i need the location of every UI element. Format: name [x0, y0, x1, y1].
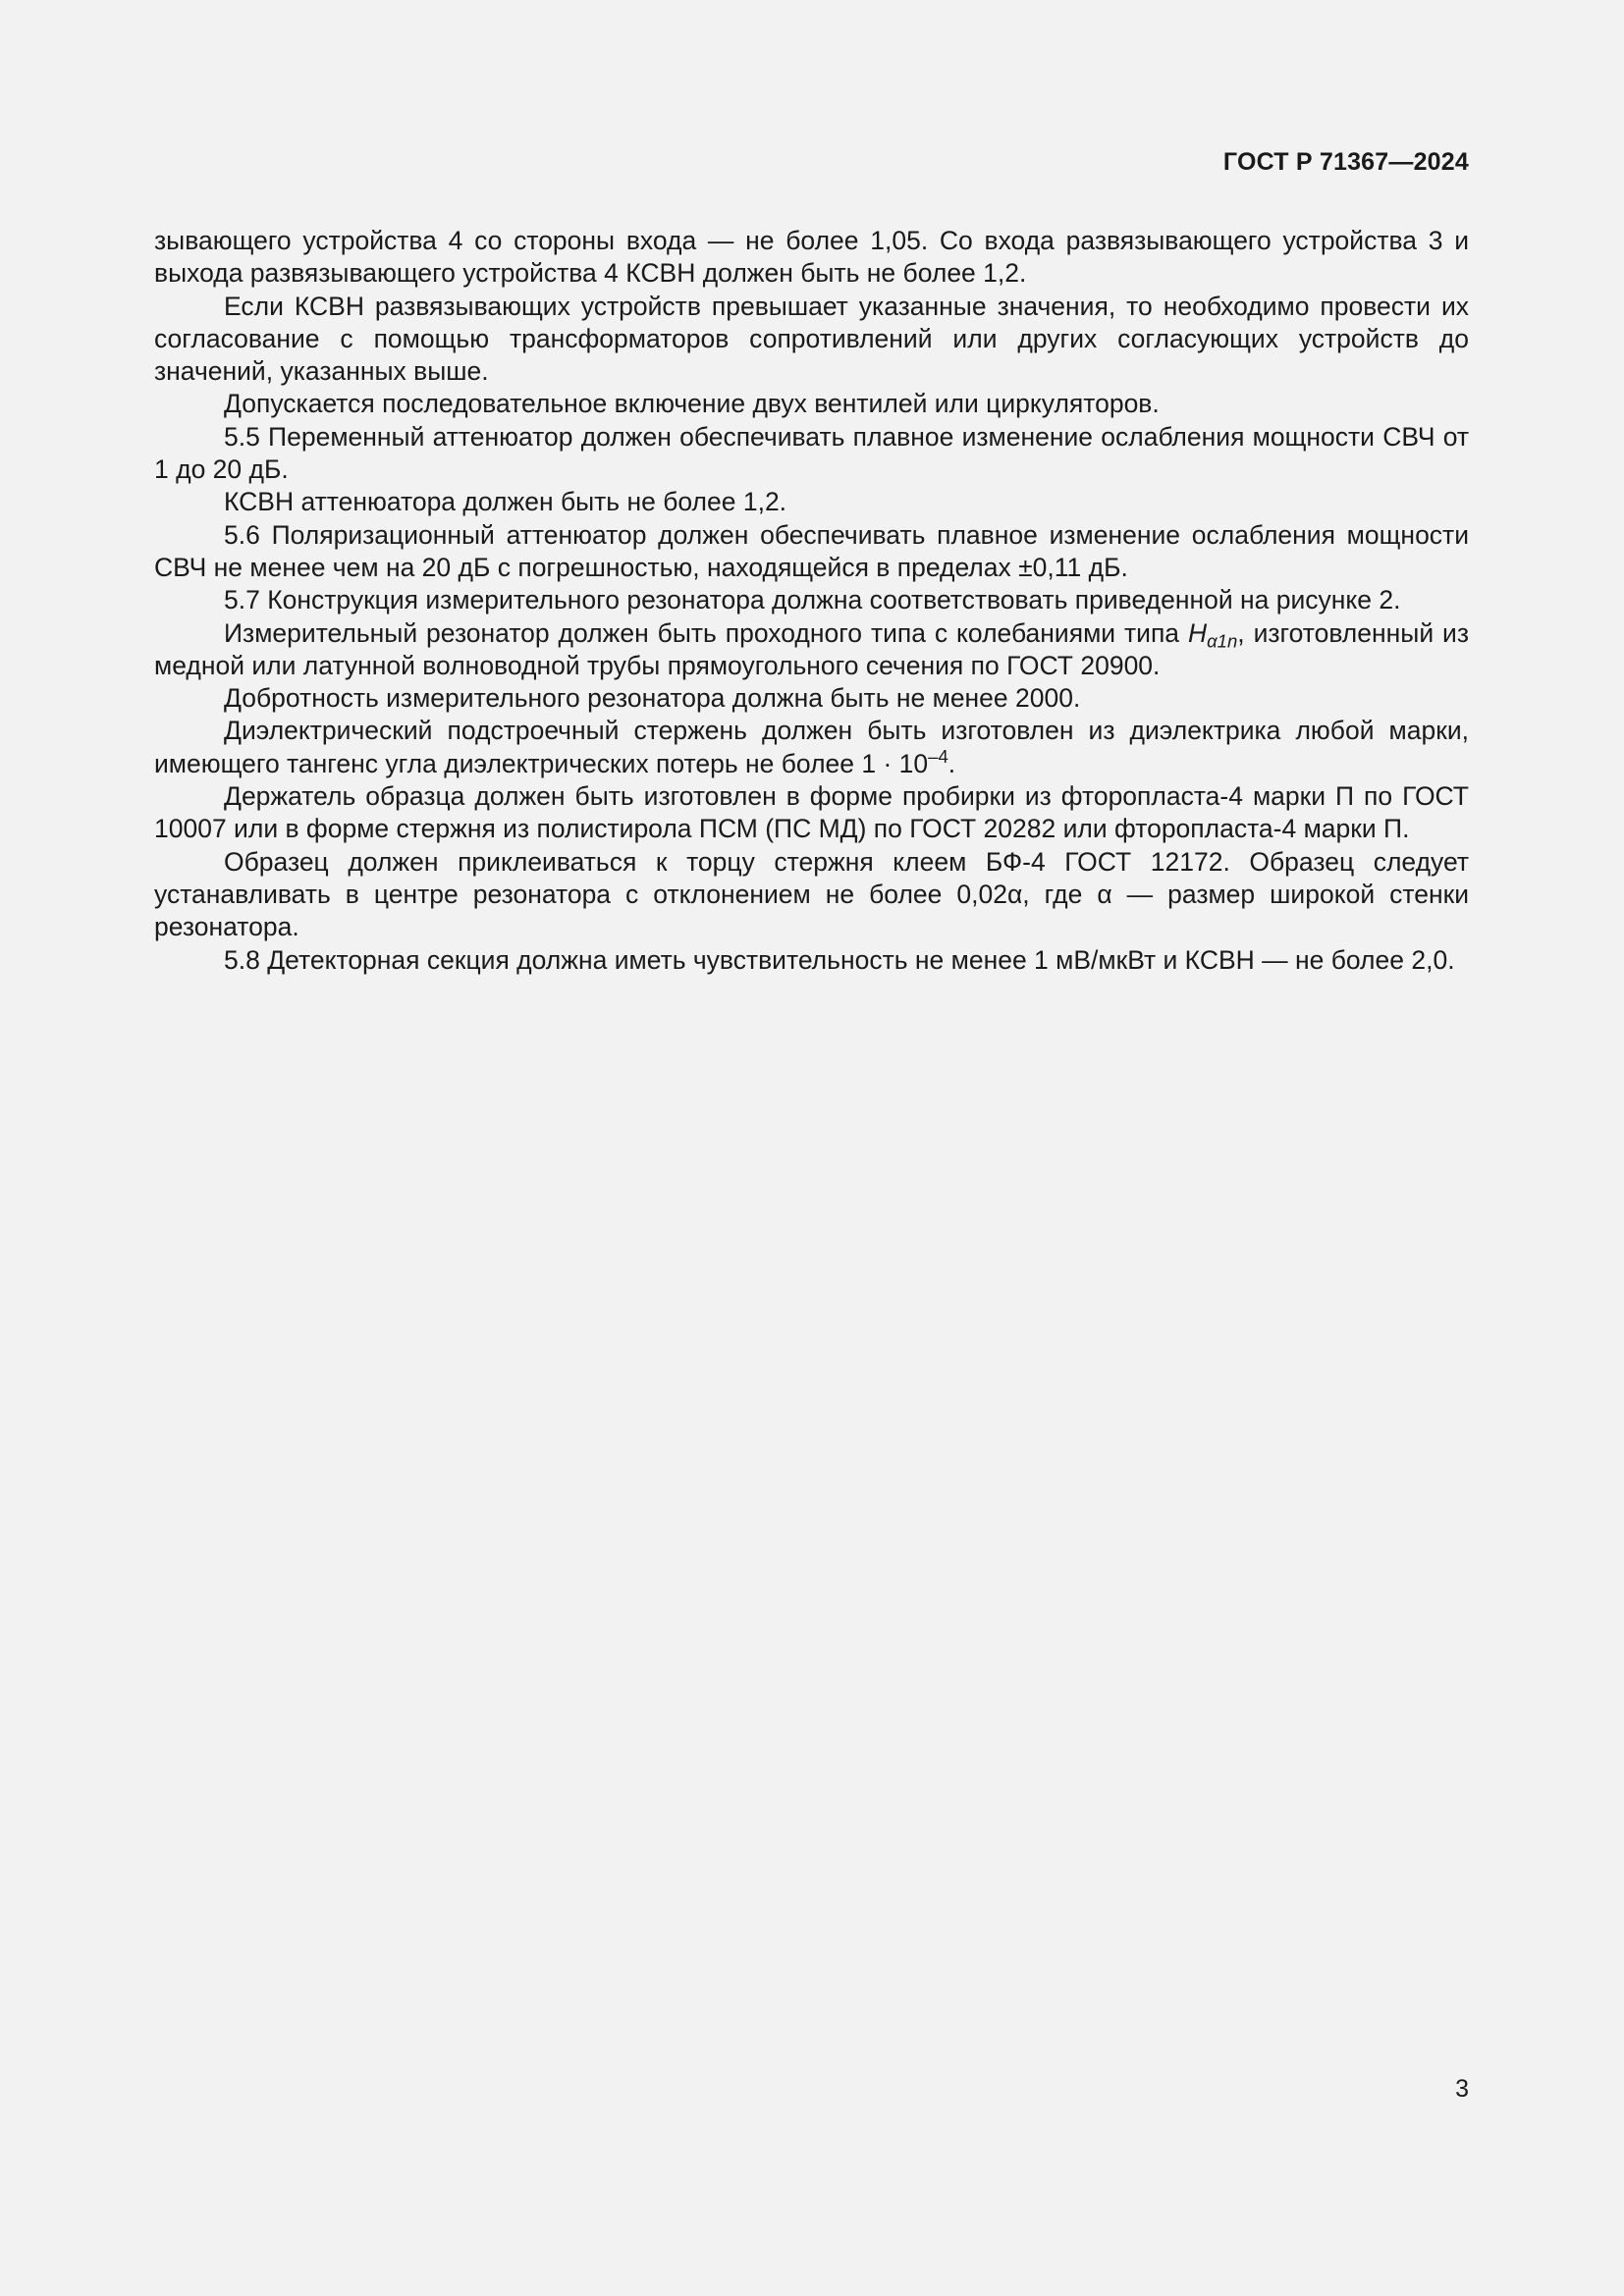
paragraph-5-6-polarization-attenuator: 5.6 Поляризационный аттенюатор должен обеспечивать плавное изменение ослабления мощности СВЧ не менее чем на 20 дБ с погрешностью, находящейся в пределах ±0,11 дБ.: [154, 519, 1469, 582]
resonator-type-text-start: Измерительный резонатор должен быть проходного типа с колебаниями типа: [224, 617, 1188, 648]
paragraph-dielectric-rod: [154, 715, 1469, 780]
paragraph-sample-holder: Держатель образца должен быть изготовлен в форме пробирки из фторопласта-4 марки П по ГОСТ 10007 или в форме стержня из полистирола ПСМ (ПС МД) по ГОСТ 20282 или фторопласта-4 марки П.: [154, 781, 1469, 844]
paragraph-quality-factor: Добротность измерительного резонатора должна быть не менее 2000.: [224, 683, 1081, 714]
paragraph-5-8-detector-section: 5.8 Детекторная секция должна иметь чувствительность не менее 1 мВ/мкВт и КСВН — не более 2,0.: [224, 944, 1455, 975]
paragraph-5-7-resonator-design: 5.7 Конструкция измерительного резонатора должна соответствовать приведенной на рисунке 2.: [224, 585, 1401, 615]
dielectric-rod-text: Диэлектрический подстроечный стержень должен быть изготовлен из диэлектрика любой марки, имеющего тангенс угла диэлектрических потерь не более 1 · 10: [154, 716, 1469, 778]
paragraph-attenuator-ksvn: КСВН аттенюатора должен быть не более 1,2.: [224, 487, 787, 517]
page-number: 3: [1455, 2075, 1469, 2103]
paragraph-5-5-variable-attenuator: 5.5 Переменный аттенюатор должен обеспечивать плавное изменение ослабления мощности СВЧ от 1 до 20 дБ.: [154, 421, 1469, 485]
document-body: [154, 225, 1469, 977]
dielectric-rod-text-end: .: [947, 748, 956, 778]
paragraph-ksvn-matching: Если КСВН развязывающих устройств превышает указанные значения, то необходимо провести их согласование с помощью трансформаторов сопротивлений или других согласующих устройств до значений, указанных выше.: [154, 291, 1469, 387]
mode-symbol: H: [1187, 617, 1208, 648]
paragraph-series-connection: Допускается последовательное включение двух вентилей или циркуляторов.: [224, 389, 1160, 419]
document-header: ГОСТ Р 71367—2024: [1222, 148, 1469, 176]
resonator-type-text-end: , изготовленный из медной или латунной волноводной трубы прямоугольного сечения по ГОСТ 20900.: [154, 617, 1469, 680]
paragraph-resonator-type: [154, 617, 1469, 683]
paragraph-continuation: зывающего устройства 4 со стороны входа — не более 1,05. Со входа развязывающего устройства 3 и выхода развязывающего устройства 4 КСВН должен быть не более 1,2.: [154, 226, 1469, 289]
mode-subscript: [1207, 630, 1237, 651]
mode-subscript-text: α1n: [1207, 630, 1238, 652]
paragraph-sample-mounting: Образец должен приклеиваться к торцу стержня клеем БФ-4 ГОСТ 12172. Образец следует устанавливать в центре резонатора с отклонением не более 0,02α, где α — размер широкой стенки резонатора.: [154, 846, 1469, 942]
exponent: –4: [928, 745, 948, 767]
